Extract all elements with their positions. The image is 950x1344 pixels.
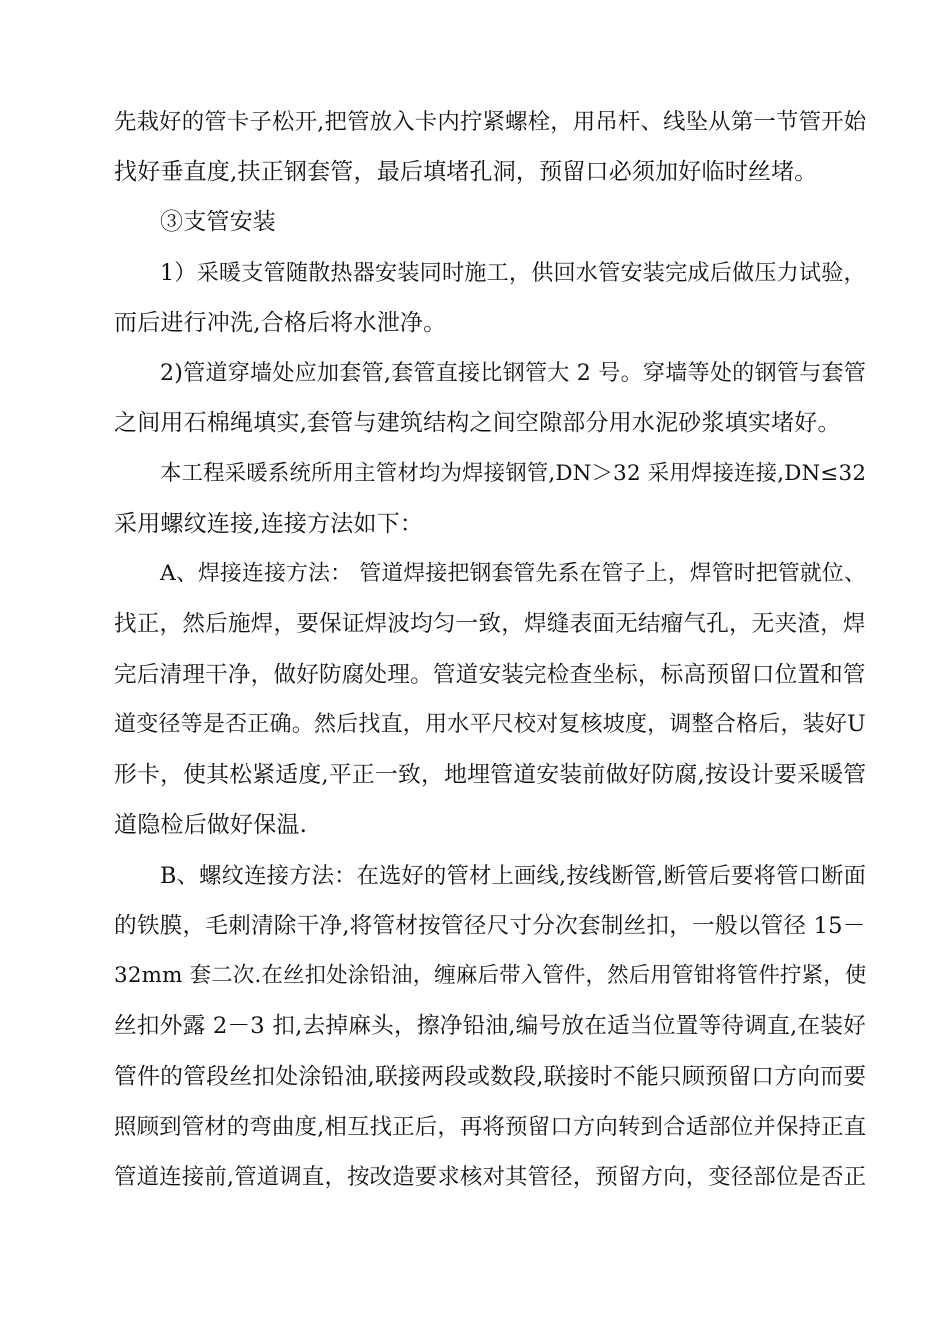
text-line-19: 丝扣外露 2－3 扣,去掉麻头，擦净铅油,编号放在适当位置等待调直,在装好 <box>114 1013 866 1039</box>
text-line-15: 道隐检后做好保温. <box>114 812 308 838</box>
text-line-1: 先栽好的管卡子松开,把管放入卡内拧紧螺栓，用吊杆、线坠从第一节管开始 <box>114 109 867 135</box>
text-line-22: 管道连接前,管道调直，按改造要求核对其管径，预留方向，变径部位是否正 <box>114 1164 867 1190</box>
text-line-18: 32mm 套二次.在丝扣处涂铅油，缠麻后带入管件，然后用管钳将管件拧紧，使 <box>114 963 867 988</box>
text-line-4: 1）采暖支管随散热器安装同时施工，供回水管安装完成后做压力试验， <box>160 260 866 286</box>
text-line-9: 采用螺纹连接,连接方法如下： <box>114 511 424 537</box>
text-line-2: 找好垂直度,扶正钢套管，最后填堵孔洞，预留口必须加好临时丝堵。 <box>114 159 818 185</box>
text-line-10: A、焊接连接方法： 管道焊接把钢套管先系在管子上，焊管时把管就位、 <box>160 561 866 586</box>
text-line-17: 的铁膜，毛刺清除干净,将管材按管径尺寸分次套制丝扣，一般以管径 15－ <box>114 913 866 939</box>
section-heading: ③支管安装 <box>160 209 276 235</box>
text-line-5: 而后进行冲洗,合格后将水泄净。 <box>114 310 447 336</box>
text-line-11: 找正，然后施焊，要保证焊波均匀一致，焊缝表面无结瘤气孔，无夹渣，焊 <box>114 611 866 637</box>
text-line-20: 管件的管段丝扣处涂铅油,联接两段或数段,联接时不能只顾预留口方向而要 <box>114 1064 867 1090</box>
text-line-8: 本工程采暖系统所用主管材均为焊接钢管,DN＞32 采用焊接连接,DN≤32 <box>160 461 867 486</box>
text-line-13: 道变径等是否正确。然后找直，用水平尺校对复核坡度，调整合格后，装好U <box>114 712 866 737</box>
text-line-21: 照顾到管材的弯曲度,相互找正后，再将预留口方向转到合适部位并保持正直 <box>114 1114 867 1140</box>
text-line-12: 完后清理干净，做好防腐处理。管道安装完检查坐标，标高预留口位置和管 <box>114 662 866 688</box>
text-line-16: B、螺纹连接方法：在选好的管材上画线,按线断管,断管后要将管口断面 <box>160 863 867 889</box>
text-line-14: 形卡，使其松紧适度,平正一致，地埋管道安装前做好防腐,按设计要采暖管 <box>114 762 867 788</box>
text-line-6: 2)管道穿墙处应加套管,套管直接比钢管大 2 号。穿墙等处的钢管与套管 <box>160 360 867 386</box>
text-line-7: 之间用石棉绳填实,套管与建筑结构之间空隙部分用水泥砂浆填实堵好。 <box>114 410 841 436</box>
